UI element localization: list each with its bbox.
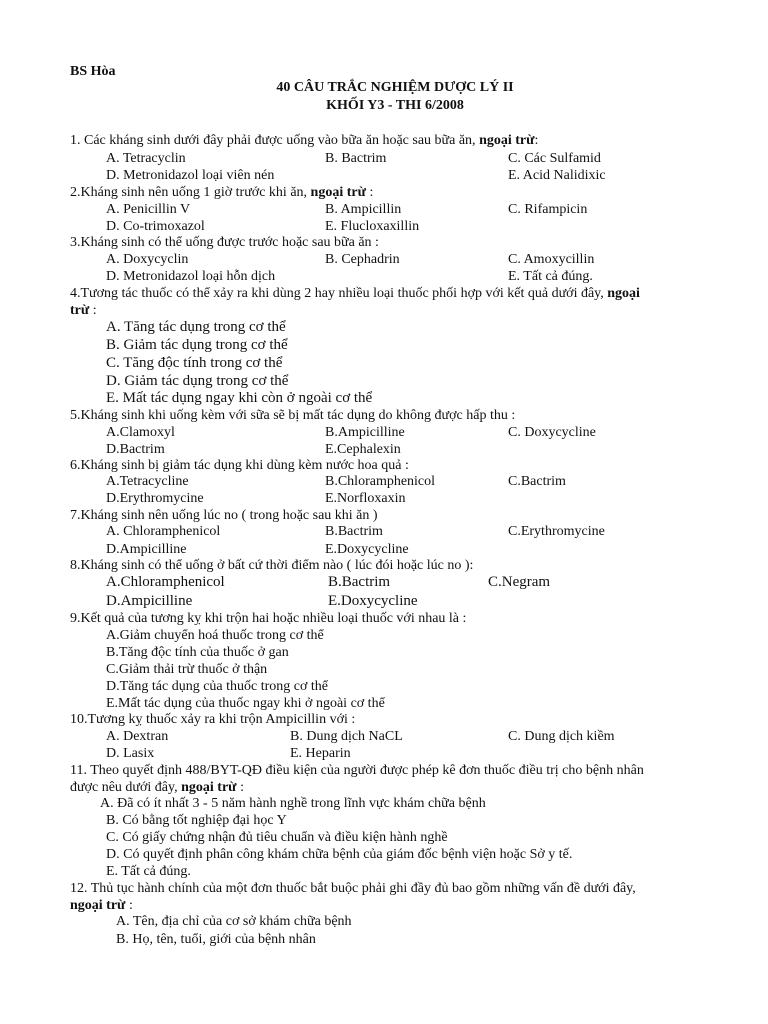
question-4-text	[70, 285, 640, 302]
question-7-option: A. Chloramphenicol	[106, 524, 221, 539]
question-7-option: E.Doxycycline	[325, 542, 409, 557]
question-text-part: 2.Kháng sinh nên uống 1 giờ trước khi ăn,	[70, 185, 311, 200]
question-text-tail: :	[125, 898, 133, 913]
question-11-text	[70, 779, 244, 796]
question-6-option: C.Bactrim	[508, 474, 566, 489]
question-8-option: D.Ampicilline	[106, 593, 193, 609]
question-2-text	[70, 184, 373, 201]
question-5-option: B.Ampicilline	[325, 425, 405, 440]
emphasis-text: ngoại	[607, 286, 640, 301]
question-4-option: D. Giảm tác dụng trong cơ thể	[106, 373, 289, 389]
question-text-part: 9.Kết quả của tương kỵ khi trộn hai hoặc nhiều loại thuốc với nhau là :	[70, 611, 467, 626]
question-4-option: E. Mất tác dụng ngay khi còn ở ngoài cơ thể	[106, 390, 373, 406]
question-4-option: B. Giảm tác dụng trong cơ thể	[106, 337, 288, 353]
question-10-text	[70, 711, 355, 728]
question-5-option: A.Clamoxyl	[106, 425, 175, 440]
emphasis-text: ngoại trừ	[70, 898, 126, 913]
question-10-option: B. Dung dịch NaCL	[290, 729, 403, 744]
question-11-option: C. Có giấy chứng nhận đủ tiêu chuẩn và điều kiện hành nghề	[106, 830, 448, 845]
question-10-option: D. Lasix	[106, 746, 155, 761]
question-8-option: A.Chloramphenicol	[106, 574, 225, 590]
question-text-part: 8.Kháng sinh có thể uống ở bất cứ thời điểm nào ( lúc đói hoặc lúc no ):	[70, 558, 474, 573]
question-8-text	[70, 557, 473, 574]
question-1-option: E. Acid Nalidixic	[508, 168, 606, 183]
question-8-option: C.Negram	[488, 574, 551, 590]
question-5-option: C. Doxycycline	[508, 425, 596, 440]
question-11-option: B. Có bằng tốt nghiệp đại học Y	[106, 813, 287, 828]
question-1-option: C. Các Sulfamid	[508, 151, 601, 166]
question-8-option: B.Bactrim	[328, 574, 391, 590]
question-2-option: B. Ampicillin	[325, 202, 402, 217]
question-12-text	[70, 897, 133, 914]
question-4-text	[70, 302, 97, 319]
document-subtitle: KHỐI Y3 - THI 6/2008	[326, 98, 464, 113]
question-11-option: A. Đã có ít nhất 3 - 5 năm hành nghề trong lĩnh vực khám chữa bệnh	[100, 796, 486, 811]
question-9-option: A.Giảm chuyển hoá thuốc trong cơ thể	[106, 628, 324, 643]
question-11-text	[70, 762, 644, 779]
question-2-option: A. Penicillin V	[106, 202, 191, 217]
question-7-option: C.Erythromycine	[508, 524, 605, 539]
question-text-tail: :	[365, 185, 374, 200]
question-2-option: E. Flucloxaxillin	[325, 219, 420, 234]
question-7-option: B.Bactrim	[325, 524, 383, 539]
question-5-option: E.Cephalexin	[325, 442, 401, 457]
question-6-option: D.Erythromycine	[106, 491, 204, 506]
question-10-option: C. Dung dịch kiềm	[508, 729, 615, 744]
question-9-option: E.Mất tác dụng của thuốc ngay khi ở ngoài cơ thể	[106, 696, 385, 711]
question-text-part: 3.Kháng sinh có thể uống được trước hoặc sau bữa ăn :	[70, 235, 379, 250]
question-10-option: E. Heparin	[290, 746, 351, 761]
question-12-text	[70, 880, 636, 897]
question-5-option: D.Bactrim	[106, 442, 165, 457]
question-1-option: D. Metronidazol loại viên nén	[106, 168, 275, 183]
question-9-option: B.Tăng độc tính của thuốc ở gan	[106, 645, 289, 660]
question-2-option: C. Rifampicin	[508, 202, 588, 217]
author: BS Hòa	[70, 64, 116, 79]
question-text-part: 5.Kháng sinh khi uống kèm với sữa sẽ bị mất tác dụng do không được hấp thu :	[70, 408, 516, 423]
emphasis-text: trừ	[70, 303, 90, 318]
question-12-option: A. Tên, địa chỉ của cơ sở khám chữa bệnh	[116, 914, 352, 929]
question-10-option: A. Dextran	[106, 729, 169, 744]
question-text-part: 1. Các kháng sinh dưới đây phải được uống vào bữa ăn hoặc sau bữa ăn,	[70, 133, 480, 148]
question-text-part: 6.Kháng sinh bị giảm tác dụng khi dùng kèm nước hoa quả :	[70, 458, 409, 473]
question-6-option: A.Tetracycline	[106, 474, 189, 489]
question-text-part: 10.Tương kỵ thuốc xảy ra khi trộn Ampicillin với :	[70, 712, 356, 727]
question-3-option: D. Metronidazol loại hỗn dịch	[106, 269, 276, 284]
question-text-part: được nêu dưới đây,	[70, 780, 182, 795]
question-3-option: C. Amoxycillin	[508, 252, 595, 267]
question-11-option: E. Tất cả đúng.	[106, 864, 191, 879]
question-2-option: D. Co-trimoxazol	[106, 219, 205, 234]
question-1-text	[70, 132, 538, 149]
question-text-tail: :	[534, 133, 539, 148]
question-7-option: D.Ampicilline	[106, 542, 187, 557]
question-text-part: 12. Thủ tục hành chính của một đơn thuốc bắt buộc phải ghi đầy đủ bao gồm những vấn đề dưới đây,	[70, 881, 636, 896]
question-text-part: 4.Tương tác thuốc có thể xảy ra khi dùng 2 hay nhiều loại thuốc phối hợp với kết quả dưới đây,	[70, 286, 608, 301]
question-3-option: B. Cephadrin	[325, 252, 400, 267]
question-3-text	[70, 234, 379, 251]
emphasis-text: ngoại trừ	[310, 185, 366, 200]
question-4-option: C. Tăng độc tính trong cơ thể	[106, 355, 283, 371]
document-title: 40 CÂU TRẮC NGHIỆM DƯỢC LÝ II	[276, 80, 514, 95]
question-1-option: B. Bactrim	[325, 151, 387, 166]
question-text-tail: :	[236, 780, 244, 795]
question-6-option: B.Chloramphenicol	[325, 474, 436, 489]
question-11-option: D. Có quyết định phân công khám chữa bệnh của giám đốc bệnh viện hoặc Sở y tế.	[106, 847, 573, 862]
question-text-part: 7.Kháng sinh nên uống lúc no ( trong hoặc sau khi ăn )	[70, 508, 378, 523]
question-6-option: E.Norfloxaxin	[325, 491, 406, 506]
question-4-option: A. Tăng tác dụng trong cơ thể	[106, 319, 286, 335]
question-8-option: E.Doxycycline	[328, 593, 418, 609]
question-9-option: C.Giảm thải trừ thuốc ở thận	[106, 662, 268, 677]
question-9-text	[70, 610, 466, 627]
question-text-tail: :	[89, 303, 97, 318]
question-12-option: B. Họ, tên, tuổi, giới của bệnh nhân	[116, 932, 316, 947]
question-3-option: E. Tất cả đúng.	[508, 269, 593, 284]
emphasis-text: ngoại trừ	[479, 133, 535, 148]
emphasis-text: ngoại trừ	[181, 780, 237, 795]
question-6-text	[70, 457, 409, 474]
question-3-option: A. Doxycyclin	[106, 252, 189, 267]
question-9-option: D.Tăng tác dụng của thuốc trong cơ thể	[106, 679, 328, 694]
question-5-text	[70, 407, 515, 424]
question-text-part: 11. Theo quyết định 488/BYT-QĐ điều kiện của người được phép kê đơn thuốc điều trị cho bệnh nhân	[70, 763, 644, 778]
question-1-option: A. Tetracyclin	[106, 151, 186, 166]
question-7-text	[70, 507, 378, 524]
